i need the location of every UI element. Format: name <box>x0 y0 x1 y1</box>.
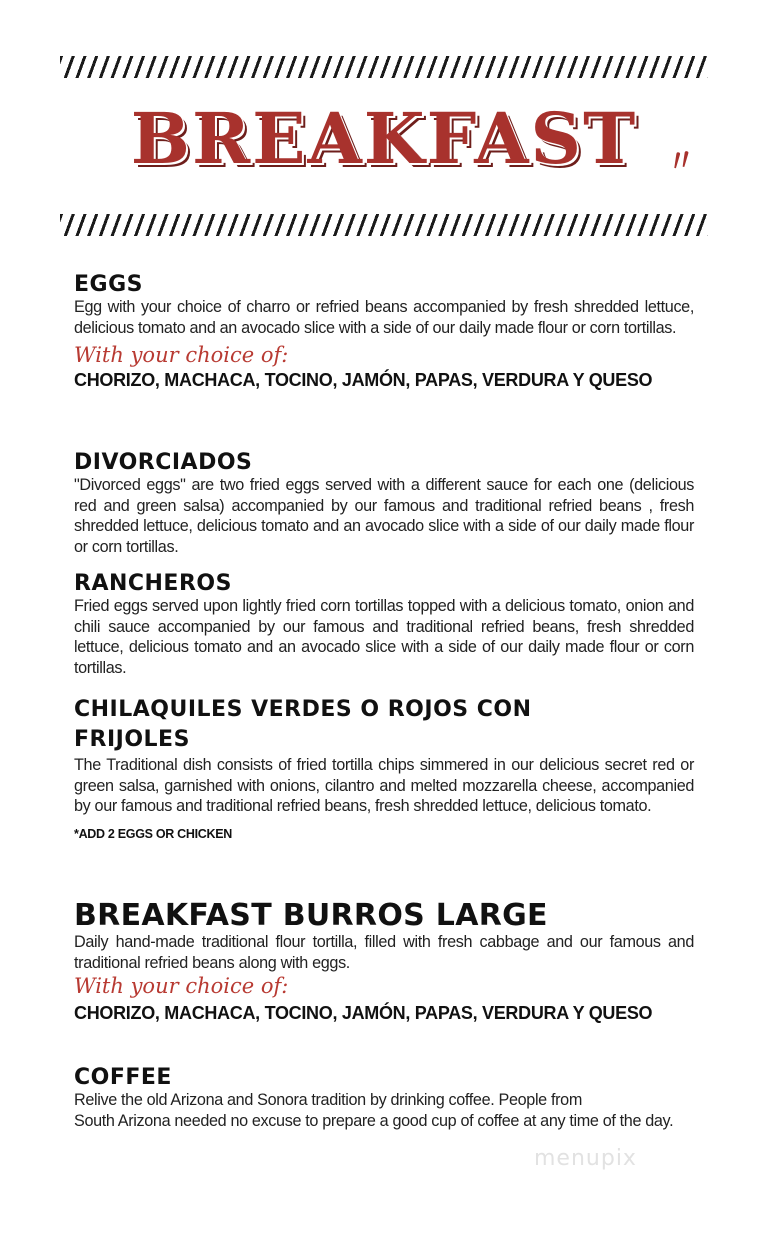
choice-list: CHORIZO, MACHACA, TOCINO, JAMÓN, PAPAS, VERDURA Y QUESO <box>74 370 653 390</box>
item-description: The Traditional dish consists of fried tortilla chips simmered in our delicious secret red or green salsa, garnished with onions, cilantro and melted mozzarella cheese, accompanied by our famous and traditional refried beans, fresh shredded lettuce, delicious tomato. <box>74 756 694 815</box>
choice-list: CHORIZO, MACHACA, TOCINO, JAMÓN, PAPAS, VERDURA Y QUESO <box>74 1003 653 1023</box>
item-description: "Divorced eggs" are two fried eggs served with a different sauce for each one (delicious red and green salsa) accompanied by our famous and traditional refried beans , fresh shredded lettuce, delicious tomato and an avocado slice with a side of our daily made flour or corn tortillas. <box>74 476 694 556</box>
menu-item-burros <box>74 900 694 1025</box>
item-note: *ADD 2 EGGS OR CHICKEN <box>74 826 233 841</box>
menu-item-coffee <box>74 1066 694 1131</box>
menu-item-eggs <box>74 273 694 392</box>
watermark-logo: menupix <box>534 1146 637 1171</box>
top-divider <box>60 56 708 78</box>
item-description: Egg with your choice of charro or refried beans accompanied by fresh shredded lettuce, delicious tomato and an avocado slice with a side of our daily made flour or corn tortillas. <box>74 298 694 337</box>
item-description: Fried eggs served upon lightly fried corn tortillas topped with a delicious tomato, onion and chili sauce accompanied by our famous and traditional refried beans, fresh shredded lettuce, delicious tomato and an avocado slice with a side of our daily made flour or corn tortillas. <box>74 597 694 677</box>
page-title: BREAKFAST <box>130 97 638 180</box>
item-heading: EGGS <box>74 272 143 297</box>
item-heading: CHILAQUILES VERDES O ROJOS CON FRIJOLES <box>74 697 532 752</box>
item-description-line1: Relive the old Arizona and Sonora tradition by drinking coffee. People from <box>74 1091 582 1109</box>
choice-label: With your choice of: <box>74 343 289 367</box>
item-description: Daily hand-made traditional flour tortilla, filled with fresh cabbage and our famous and traditional refried beans along with eggs. <box>74 933 694 972</box>
item-heading: DIVORCIADOS <box>74 450 253 475</box>
item-heading: COFFEE <box>74 1065 172 1090</box>
menu-item-rancheros <box>74 572 694 678</box>
item-heading: RANCHEROS <box>74 571 232 596</box>
steam-icon: 〃 <box>664 142 699 181</box>
menu-item-divorciados <box>74 451 694 557</box>
bottom-divider <box>60 214 708 236</box>
choice-label: With your choice of: <box>74 974 289 998</box>
menu-item-chilaquiles <box>74 695 694 841</box>
item-heading: BREAKFAST BURROS LARGE <box>74 898 548 933</box>
item-description-line2: South Arizona needed no excuse to prepare a good cup of coffee at any time of the day. <box>74 1111 674 1130</box>
